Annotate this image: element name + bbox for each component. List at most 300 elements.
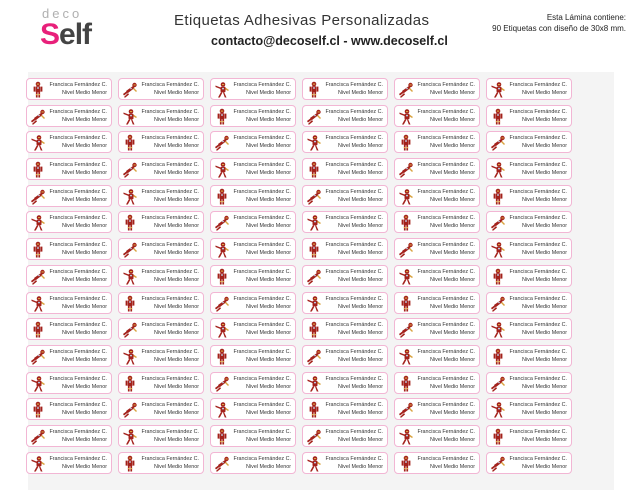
label-name: Francisca Fernández C. [233,82,291,88]
info-line-1: Esta Lámina contiene: [546,13,626,22]
label-level: Nivel Medio Menor [62,276,107,283]
label-level: Nivel Medio Menor [338,330,383,337]
label-name: Francisca Fernández C. [49,295,107,302]
label-level: Nivel Medio Menor [338,383,383,390]
label-name: Francisca Fernández C. [325,322,383,329]
label-name: Francisca Fernández C. [49,428,107,435]
label-level: Nivel Medio Menor [246,356,291,363]
label-level: Nivel Medio Menor [154,223,199,230]
sticker-label [26,345,112,367]
label-level: Nivel Medio Menor [338,356,383,363]
label-level: Nivel Medio Menor [246,223,291,230]
sticker-label [210,185,296,207]
label-name: Francisca Fernández C. [233,108,291,115]
label-name: Francisca Fernández C. [417,82,475,88]
label-name: Francisca Fernández C. [233,375,291,382]
label-name: Francisca Fernández C. [141,322,199,329]
iron-man-icon [214,375,230,392]
label-name: Francisca Fernández C. [233,402,291,409]
label-name: Francisca Fernández C. [325,295,383,302]
label-level: Nivel Medio Menor [62,170,107,177]
label-name: Francisca Fernández C. [509,82,567,88]
label-name: Francisca Fernández C. [233,428,291,435]
label-name: Francisca Fernández C. [233,455,291,462]
sticker-label [26,158,112,180]
label-name: Francisca Fernández C. [417,215,475,222]
label-name: Francisca Fernández C. [325,162,383,169]
label-name: Francisca Fernández C. [141,348,199,355]
label-name: Francisca Fernández C. [141,402,199,409]
iron-man-icon [490,188,506,205]
sticker-label [118,238,204,260]
page-title: Etiquetas Adhesivas Personalizadas [174,12,430,29]
label-name: Francisca Fernández C. [509,188,567,195]
label-name: Francisca Fernández C. [325,108,383,115]
label-level: Nivel Medio Menor [154,90,199,96]
sticker-label [210,131,296,153]
iron-man-icon [122,214,138,231]
logo-deco-text: deco [42,6,83,21]
iron-man-icon [398,214,414,231]
iron-man-icon [490,455,506,472]
iron-man-icon [398,188,414,205]
label-name: Francisca Fernández C. [509,162,567,169]
iron-man-icon [122,81,138,98]
sticker-label [210,238,296,260]
label-level: Nivel Medio Menor [246,196,291,203]
label-level: Nivel Medio Menor [338,116,383,123]
label-level: Nivel Medio Menor [246,303,291,310]
sticker-label [118,211,204,233]
iron-man-icon [30,401,46,418]
sticker-label [26,105,112,127]
iron-man-icon [398,375,414,392]
iron-man-icon [214,81,230,98]
sticker-label [210,318,296,340]
sticker-label [302,318,388,340]
label-name: Francisca Fernández C. [509,295,567,302]
label-level: Nivel Medio Menor [522,436,567,443]
label-level: Nivel Medio Menor [338,276,383,283]
label-name: Francisca Fernández C. [417,348,475,355]
sticker-label [302,292,388,314]
iron-man-icon [306,268,322,285]
sticker-label [302,372,388,394]
label-level: Nivel Medio Menor [338,223,383,230]
label-name: Francisca Fernández C. [509,135,567,142]
iron-man-icon [30,268,46,285]
label-level: Nivel Medio Menor [246,330,291,337]
sticker-label [394,158,480,180]
label-name: Francisca Fernández C. [325,455,383,462]
sticker-label [486,105,572,127]
label-name: Francisca Fernández C. [141,375,199,382]
label-level: Nivel Medio Menor [430,383,475,390]
sticker-label [210,265,296,287]
label-name: Francisca Fernández C. [509,268,567,275]
label-level: Nivel Medio Menor [154,410,199,417]
label-name: Francisca Fernández C. [325,402,383,409]
iron-man-icon [214,295,230,312]
label-level: Nivel Medio Menor [338,196,383,203]
label-level: Nivel Medio Menor [430,276,475,283]
sticker-label [210,105,296,127]
label-level: Nivel Medio Menor [62,116,107,123]
label-name: Francisca Fernández C. [417,242,475,249]
sticker-label [302,185,388,207]
label-name: Francisca Fernández C. [417,322,475,329]
sticker-label [394,185,480,207]
iron-man-icon [490,108,506,125]
iron-man-icon [490,241,506,258]
sticker-label [394,372,480,394]
sticker-label [394,238,480,260]
iron-man-icon [122,134,138,151]
iron-man-icon [30,214,46,231]
iron-man-icon [30,321,46,338]
label-level: Nivel Medio Menor [430,116,475,123]
iron-man-icon [306,455,322,472]
label-level: Nivel Medio Menor [522,196,567,203]
iron-man-icon [398,428,414,445]
iron-man-icon [398,81,414,98]
label-level: Nivel Medio Menor [62,90,107,96]
sticker-label [302,238,388,260]
iron-man-icon [490,321,506,338]
label-name: Francisca Fernández C. [325,375,383,382]
label-name: Francisca Fernández C. [509,348,567,355]
label-level: Nivel Medio Menor [62,196,107,203]
sticker-label [26,265,112,287]
sticker-label [210,425,296,447]
sticker-label [302,211,388,233]
label-level: Nivel Medio Menor [430,330,475,337]
label-level: Nivel Medio Menor [246,383,291,390]
sticker-label [486,372,572,394]
label-level: Nivel Medio Menor [62,223,107,230]
sticker-label [118,292,204,314]
label-name: Francisca Fernández C. [417,428,475,435]
sticker-label [26,185,112,207]
iron-man-icon [30,428,46,445]
iron-man-icon [398,268,414,285]
label-name: Francisca Fernández C. [509,428,567,435]
label-name: Francisca Fernández C. [49,455,107,462]
label-level: Nivel Medio Menor [430,143,475,150]
label-level: Nivel Medio Menor [522,410,567,417]
label-level: Nivel Medio Menor [62,330,107,337]
label-level: Nivel Medio Menor [154,196,199,203]
label-level: Nivel Medio Menor [338,410,383,417]
sticker-label [210,452,296,474]
label-name: Francisca Fernández C. [141,162,199,169]
label-name: Francisca Fernández C. [233,268,291,275]
iron-man-icon [490,134,506,151]
sticker-label [118,425,204,447]
sticker-label [118,372,204,394]
iron-man-icon [122,401,138,418]
iron-man-icon [214,161,230,178]
sticker-label [26,131,112,153]
iron-man-icon [214,241,230,258]
sticker-label [302,158,388,180]
sticker-label [26,238,112,260]
label-name: Francisca Fernández C. [141,268,199,275]
sticker-label [486,265,572,287]
iron-man-icon [306,295,322,312]
label-name: Francisca Fernández C. [325,82,383,88]
label-level: Nivel Medio Menor [430,90,475,96]
sticker-label [118,265,204,287]
label-name: Francisca Fernández C. [417,268,475,275]
iron-man-icon [30,134,46,151]
label-level: Nivel Medio Menor [522,90,567,96]
logo-self-text: Self [40,18,92,51]
label-level: Nivel Medio Menor [62,250,107,257]
label-level: Nivel Medio Menor [338,463,383,470]
iron-man-icon [214,108,230,125]
iron-man-icon [214,268,230,285]
iron-man-icon [398,108,414,125]
sticker-label [26,211,112,233]
sticker-label [302,131,388,153]
label-name: Francisca Fernández C. [417,135,475,142]
sticker-label [486,425,572,447]
label-name: Francisca Fernández C. [141,295,199,302]
sticker-label [394,105,480,127]
iron-man-icon [398,455,414,472]
label-name: Francisca Fernández C. [509,402,567,409]
iron-man-icon [122,188,138,205]
sticker-label [486,185,572,207]
decoself-logo [40,6,120,56]
iron-man-icon [214,134,230,151]
iron-man-icon [306,108,322,125]
sticker-label [26,398,112,420]
iron-man-icon [30,81,46,98]
iron-man-icon [30,108,46,125]
label-level: Nivel Medio Menor [246,463,291,470]
iron-man-icon [214,188,230,205]
iron-man-icon [214,428,230,445]
sticker-label [210,372,296,394]
label-level: Nivel Medio Menor [62,463,107,470]
label-name: Francisca Fernández C. [49,215,107,222]
label-level: Nivel Medio Menor [522,250,567,257]
label-name: Francisca Fernández C. [325,348,383,355]
label-name: Francisca Fernández C. [417,375,475,382]
label-level: Nivel Medio Menor [430,196,475,203]
sticker-label [118,345,204,367]
iron-man-icon [398,241,414,258]
sticker-label [26,318,112,340]
label-level: Nivel Medio Menor [62,436,107,443]
label-name: Francisca Fernández C. [509,322,567,329]
label-name: Francisca Fernández C. [417,402,475,409]
iron-man-icon [306,81,322,98]
label-name: Francisca Fernández C. [49,135,107,142]
iron-man-icon [306,401,322,418]
iron-man-icon [490,161,506,178]
label-name: Francisca Fernández C. [233,242,291,249]
iron-man-icon [490,295,506,312]
iron-man-icon [214,401,230,418]
label-name: Francisca Fernández C. [49,188,107,195]
sticker-label [26,372,112,394]
sticker-label [26,425,112,447]
sticker-label [118,318,204,340]
label-level: Nivel Medio Menor [522,303,567,310]
label-name: Francisca Fernández C. [325,215,383,222]
label-name: Francisca Fernández C. [325,242,383,249]
label-name: Francisca Fernández C. [509,242,567,249]
label-level: Nivel Medio Menor [246,143,291,150]
sticker-label [118,452,204,474]
label-name: Francisca Fernández C. [49,82,107,88]
sticker-label [486,131,572,153]
sticker-label [486,452,572,474]
iron-man-icon [398,348,414,365]
label-level: Nivel Medio Menor [154,170,199,177]
label-grid [26,78,572,474]
header [0,0,640,60]
label-level: Nivel Medio Menor [338,303,383,310]
iron-man-icon [214,214,230,231]
iron-man-icon [122,455,138,472]
label-name: Francisca Fernández C. [233,348,291,355]
contact-line: contacto@decoself.cl - www.decoself.cl [211,34,448,48]
iron-man-icon [214,348,230,365]
label-level: Nivel Medio Menor [154,383,199,390]
iron-man-icon [122,161,138,178]
label-level: Nivel Medio Menor [246,170,291,177]
sticker-label [302,78,388,100]
sticker-label [394,211,480,233]
label-level: Nivel Medio Menor [154,356,199,363]
sticker-label [394,425,480,447]
iron-man-icon [398,321,414,338]
sticker-label [210,211,296,233]
sticker-label [486,158,572,180]
sticker-label [486,398,572,420]
sticker-label [26,78,112,100]
sticker-label [394,265,480,287]
sticker-label [302,265,388,287]
sticker-label [394,452,480,474]
label-name: Francisca Fernández C. [141,242,199,249]
label-level: Nivel Medio Menor [522,463,567,470]
iron-man-icon [306,161,322,178]
label-name: Francisca Fernández C. [509,108,567,115]
iron-man-icon [122,241,138,258]
label-name: Francisca Fernández C. [325,268,383,275]
label-level: Nivel Medio Menor [62,356,107,363]
label-name: Francisca Fernández C. [509,455,567,462]
iron-man-icon [306,348,322,365]
sticker-label [118,131,204,153]
iron-man-icon [490,214,506,231]
sticker-label [118,158,204,180]
sticker-label [486,318,572,340]
label-name: Francisca Fernández C. [509,375,567,382]
sticker-label [486,238,572,260]
label-name: Francisca Fernández C. [233,188,291,195]
label-name: Francisca Fernández C. [417,108,475,115]
sticker-label [486,211,572,233]
label-level: Nivel Medio Menor [154,116,199,123]
label-name: Francisca Fernández C. [141,108,199,115]
sticker-label [302,398,388,420]
label-name: Francisca Fernández C. [49,268,107,275]
iron-man-icon [30,161,46,178]
label-name: Francisca Fernández C. [49,402,107,409]
iron-man-icon [306,375,322,392]
sheet-info [492,12,626,34]
iron-man-icon [30,188,46,205]
iron-man-icon [122,375,138,392]
label-name: Francisca Fernández C. [233,135,291,142]
iron-man-icon [122,108,138,125]
label-name: Francisca Fernández C. [141,135,199,142]
sticker-label [302,105,388,127]
label-name: Francisca Fernández C. [325,428,383,435]
label-level: Nivel Medio Menor [338,436,383,443]
label-level: Nivel Medio Menor [522,356,567,363]
iron-man-icon [30,455,46,472]
sticker-label [394,398,480,420]
label-level: Nivel Medio Menor [522,116,567,123]
iron-man-icon [306,134,322,151]
iron-man-icon [306,321,322,338]
label-level: Nivel Medio Menor [430,170,475,177]
iron-man-icon [122,268,138,285]
iron-man-icon [30,241,46,258]
label-name: Francisca Fernández C. [417,188,475,195]
label-level: Nivel Medio Menor [338,143,383,150]
label-name: Francisca Fernández C. [49,375,107,382]
label-level: Nivel Medio Menor [522,170,567,177]
label-level: Nivel Medio Menor [430,250,475,257]
label-name: Francisca Fernández C. [417,162,475,169]
iron-man-icon [490,268,506,285]
iron-man-icon [30,348,46,365]
label-name: Francisca Fernández C. [49,348,107,355]
sticker-label [210,292,296,314]
label-level: Nivel Medio Menor [430,463,475,470]
sticker-label [210,78,296,100]
label-level: Nivel Medio Menor [62,383,107,390]
sticker-label [486,292,572,314]
label-name: Francisca Fernández C. [233,162,291,169]
iron-man-icon [214,321,230,338]
sticker-label [394,345,480,367]
sticker-label [302,452,388,474]
label-name: Francisca Fernández C. [325,188,383,195]
label-name: Francisca Fernández C. [417,455,475,462]
label-level: Nivel Medio Menor [62,143,107,150]
label-level: Nivel Medio Menor [154,463,199,470]
label-level: Nivel Medio Menor [62,303,107,310]
label-name: Francisca Fernández C. [141,428,199,435]
label-name: Francisca Fernández C. [509,215,567,222]
label-level: Nivel Medio Menor [430,223,475,230]
label-level: Nivel Medio Menor [62,410,107,417]
label-level: Nivel Medio Menor [246,250,291,257]
iron-man-icon [490,401,506,418]
sticker-label [394,78,480,100]
label-level: Nivel Medio Menor [154,436,199,443]
label-name: Francisca Fernández C. [417,295,475,302]
